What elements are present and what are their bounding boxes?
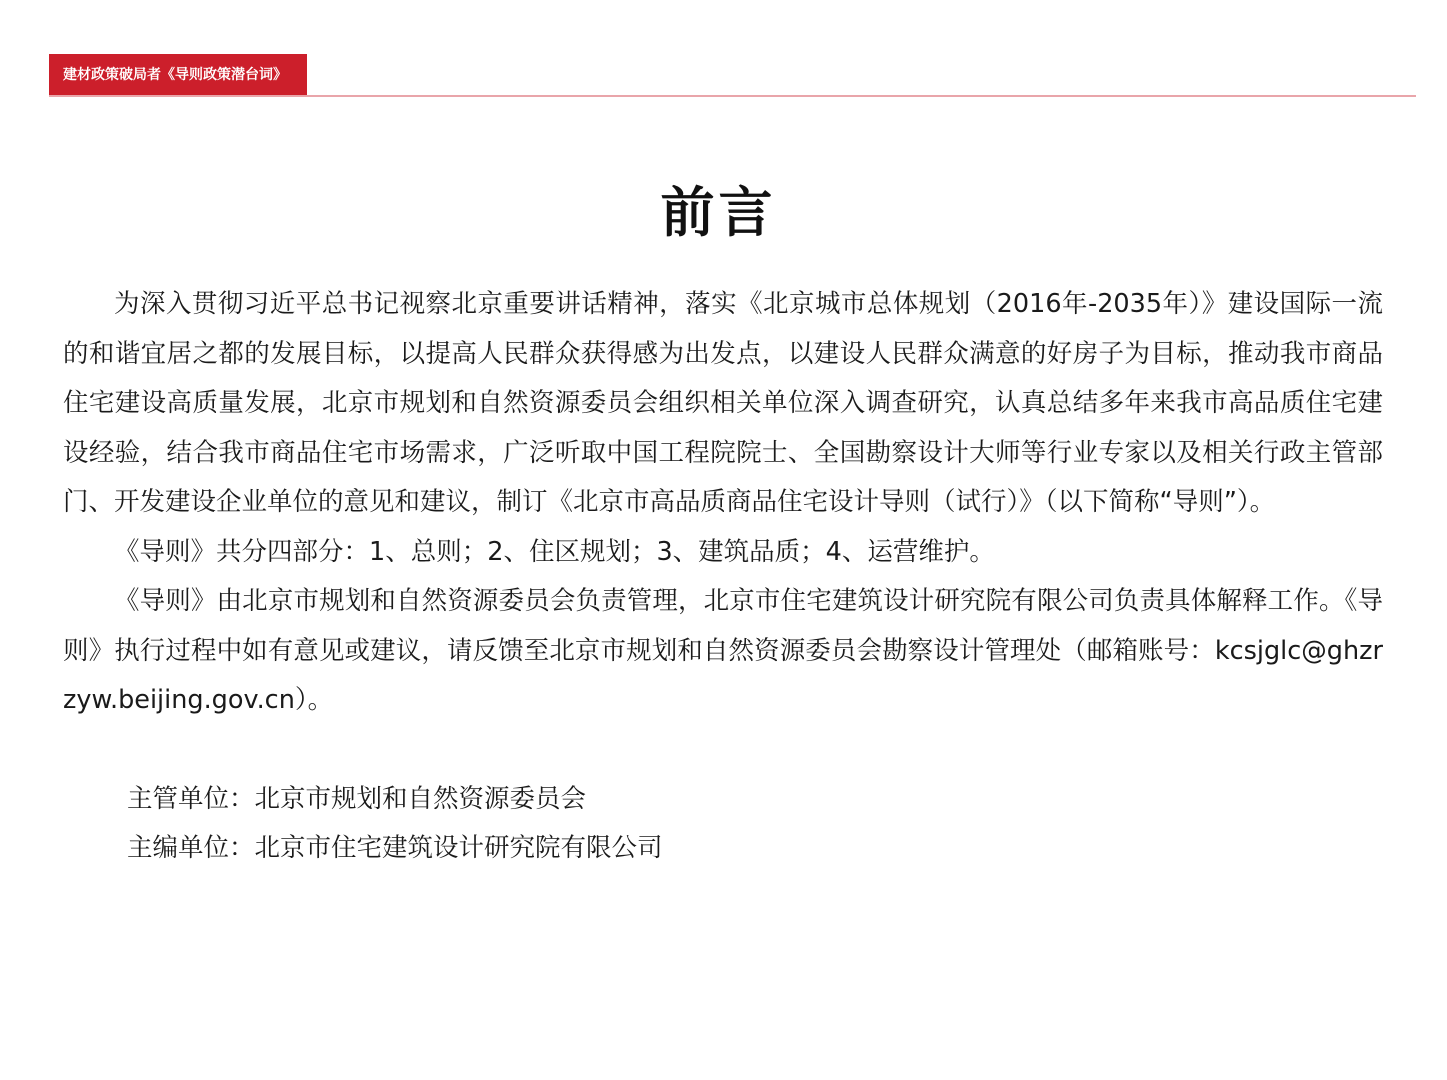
page-title: 前言: [660, 181, 777, 244]
spacer: [63, 726, 1383, 775]
preface-paragraph-management: 《导则》由北京市规划和自然资源委员会负责管理，北京市住宅建筑设计研究院有限公司负责具体解释工作。《导则》执行过程中如有意见或建议，请反馈至北京市规划和自然资源委员会勘察设计管理处（邮箱账号：kcsjglc@ghzrzyw.beijing.gov.cn）。: [63, 586, 1383, 715]
editor-unit: 主编单位：北京市住宅建筑设计研究院有限公司: [127, 833, 663, 863]
header-tag: 建材政策破局者《导则政策潜台词》: [49, 54, 307, 96]
preface-paragraph-intro: 为深入贯彻习近平总书记视察北京重要讲话精神，落实《北京城市总体规划（2016年-2035年）》建设国际一流的和谐宜居之都的发展目标，以提高人民群众获得感为出发点，以建设人民群众满意的好房子为目标，推动我市商品住宅建设高质量发展，北京市规划和自然资源委员会组织相关单位深入调查研究，认真总结多年来我市高品质住宅建设经验，结合我市商品住宅市场需求，广泛听取中国工程院院士、全国勘察设计大师等行业专家以及相关行政主管部门、开发建设企业单位的意见和建议，制订《北京市高品质商品住宅设计导则（试行）》（以下简称“导则”）。: [63, 289, 1383, 517]
competent-unit: 主管单位：北京市规划和自然资源委员会: [127, 783, 587, 814]
preface-body: [63, 280, 1383, 874]
header-divider: [49, 95, 1416, 97]
preface-paragraph-structure: 《导则》共分四部分：1、总则；2、住区规划；3、建筑品质；4、运营维护。: [114, 536, 995, 567]
